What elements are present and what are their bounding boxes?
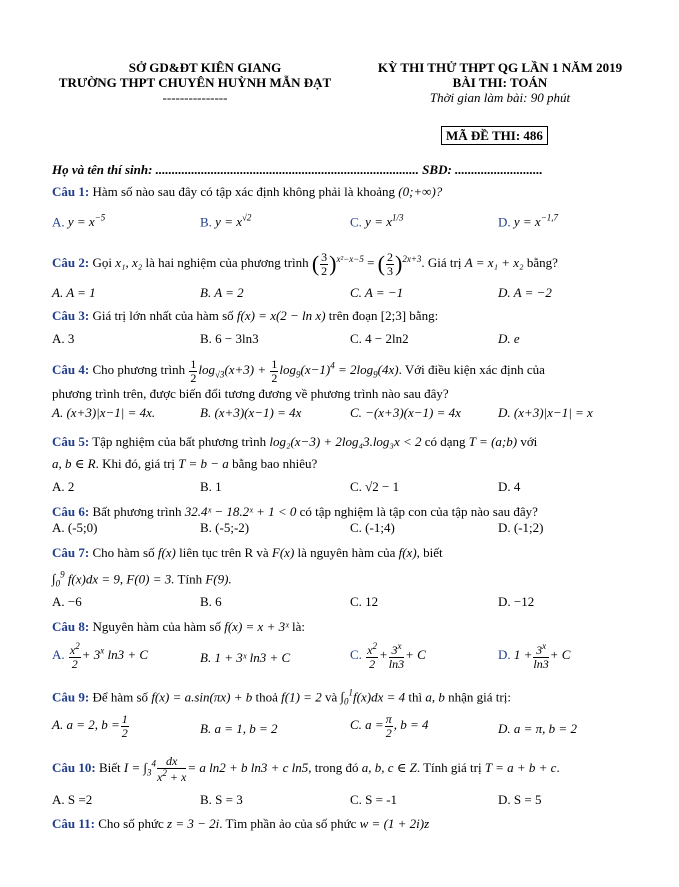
- question-7: Câu 7: Cho hàm số f(x) liên tục trên R và F(x) là nguyên hàm của f(x), biết: [52, 545, 443, 560]
- q5-option-b: B. 1: [200, 479, 222, 494]
- q2-option-c: C. A = −1: [350, 285, 404, 300]
- q5-option-c: C. √2 − 1: [350, 479, 400, 494]
- q10-option-b: B. S = 3: [200, 792, 243, 807]
- q9-option-d: D. a = π, b = 2: [498, 721, 577, 736]
- question-8: Câu 8: Nguyên hàm của hàm số f(x) = x + 3ˣ là:: [52, 619, 306, 634]
- q5-option-a: A. 2: [52, 479, 75, 494]
- sbd-label: SBD:: [422, 162, 452, 177]
- exam-title: KỲ THI THỬ THPT QG LẦN 1 NĂM 2019: [377, 60, 623, 75]
- header-divider: ---------------: [162, 90, 228, 105]
- question-text: Hàm số nào sau đây có tập xác định không phải là khoảng: [92, 184, 395, 199]
- q7-option-b: B. 6: [200, 594, 222, 609]
- question-math: (0;+∞)?: [398, 184, 443, 199]
- q8-option-d: D. 1 + $\frac{3^x}{\ln 3}$ + C: [498, 641, 571, 671]
- q4-line2: phương trình trên, được biến đổi tương đương về phương trình nào sau đây?: [52, 386, 449, 401]
- q8-option-c: C. $\frac{x^2}{2}$ + $\frac{3^x}{\ln 3}$ + C: [350, 641, 426, 671]
- q3-option-b: B. 6 − 3ln3: [200, 331, 259, 346]
- q7-line2: $\int_0^9$ f(x)dx = 9, F(0) = 3. Tính F(9).: [52, 570, 232, 589]
- q2-option-a: A. A = 1: [52, 285, 96, 300]
- exam-subject: BÀI THI: TOÁN: [452, 75, 548, 90]
- q7-option-a: A. −6: [52, 594, 82, 609]
- q9-option-b: B. a = 1, b = 2: [200, 721, 278, 736]
- school-name: TRƯỜNG THPT CHUYÊN HUỲNH MẪN ĐẠT: [58, 75, 332, 90]
- q4-option-d: D. (x+3)|x−1| = x: [498, 405, 593, 420]
- q3-option-c: C. 4 − 2ln2: [350, 331, 409, 346]
- q10-option-c: C. S = -1: [350, 792, 398, 807]
- exam-code-label: MÃ ĐỀ THI: 486: [441, 126, 548, 145]
- question-10: Câu 10: Biết $I = \int_3^4$ $\frac{dx}{x^2 + x}$ = a ln2 + b ln3 + c ln5, trong đó a, b, c ∈ Z. Tính giá trị T = a + b + c.: [52, 754, 560, 784]
- name-dots: .................................................................................: [155, 162, 419, 177]
- q9-option-c: C. a = $\frac{\pi}{2}$ , b = 4: [350, 712, 429, 740]
- q1-option-a: A. $y = x^{-5}$: [52, 213, 106, 230]
- q1-option-c: C. $y = x^{1/3}$: [350, 213, 404, 230]
- q4-option-a: A. (x+3)|x−1| = 4x.: [52, 405, 156, 420]
- q6-option-c: C. (-1;4): [350, 520, 395, 535]
- question-3: Câu 3: Giá trị lớn nhất của hàm số f(x) = x(2 − ln x) trên đoạn [2;3] bằng:: [52, 308, 439, 323]
- question-4: Câu 4: Cho phương trình $\frac{1}{2}$ $\log_{√3}(x+3)$ + $\frac{1}{2}$ $\log_9(x-1)^4 = 2\log_9(4x)$. Với điều kiện xác định của: [52, 357, 545, 385]
- q6-option-d: D. (-1;2): [498, 520, 544, 535]
- q5-option-d: D. 4: [498, 479, 521, 494]
- school-department: SỞ GD&ĐT KIÊN GIANG: [128, 60, 282, 75]
- question-5: Câu 5: Tập nghiệm của bất phương trình log₂(x−3) + 2log₄3.log₃x < 2 có dạng T = (a;b) với: [52, 434, 538, 449]
- sbd-dots: ...........................: [455, 162, 543, 177]
- q10-option-d: D. S = 5: [498, 792, 542, 807]
- q7-option-d: D. −12: [498, 594, 535, 609]
- q6-option-b: B. (-5;-2): [200, 520, 250, 535]
- q3-option-d: D. e: [498, 331, 520, 346]
- q4-option-c: C. −(x+3)(x−1) = 4x: [350, 405, 461, 420]
- exam-duration: Thời gian làm bài: 90 phút: [429, 90, 571, 105]
- q7-option-c: C. 12: [350, 594, 379, 609]
- q10-option-a: A. S =2: [52, 792, 93, 807]
- q1-option-d: D. $y = x^{-1,7}$: [498, 213, 559, 230]
- q4-option-b: B. (x+3)(x−1) = 4x: [200, 405, 302, 420]
- q9-option-a: A. a = 2, b = $\frac{1}{2}$: [52, 712, 128, 740]
- question-9: Câu 9: Để hàm số f(x) = a.sin(πx) + b thoả f(1) = 2 và $\int_0^1f(x)dx = 4$ thì a, b nhận giá trị:: [52, 688, 511, 707]
- q1-option-b: B. $y = x^{√2}$: [200, 213, 252, 230]
- q8-option-a: A. $\frac{x^2}{2}$ + $3^x$ ln3 + C: [52, 641, 149, 671]
- name-label: Họ và tên thí sinh:: [52, 162, 153, 177]
- exam-code: [441, 128, 548, 144]
- question-11: Câu 11: Cho số phức z = 3 − 2i. Tìm phần ảo của số phức w = (1 + 2i)z: [52, 816, 430, 831]
- question-2: Câu 2: Gọi x₁, x₂ là hai nghiệm của phương trình ( $\frac{3}{2}$ )$^{x^2-x-5}$ = ( $\frac{2}{3}$ )$^{2x+3}$. Giá trị A = x₁ + x₂ bằng?: [52, 250, 558, 278]
- q2-option-d: D. A = −2: [498, 285, 552, 300]
- q8-option-b: B. 1 + 3ˣ ln3 + C: [200, 650, 291, 665]
- question-6: Câu 6: Bất phương trình 32.4ˣ − 18.2ˣ + 1 < 0 có tập nghiệm là tập con của tập nào sau đây?: [52, 504, 538, 519]
- q3-option-a: A. 3: [52, 331, 75, 346]
- q5-line2: a, b ∈ R. Khi đó, giá trị T = b − a bằng bao nhiêu?: [52, 456, 318, 471]
- question-1: [52, 184, 442, 200]
- q6-option-a: A. (-5;0): [52, 520, 98, 535]
- student-info-line: [52, 162, 543, 178]
- question-label: Câu 1:: [52, 184, 90, 199]
- q2-option-b: B. A = 2: [200, 285, 244, 300]
